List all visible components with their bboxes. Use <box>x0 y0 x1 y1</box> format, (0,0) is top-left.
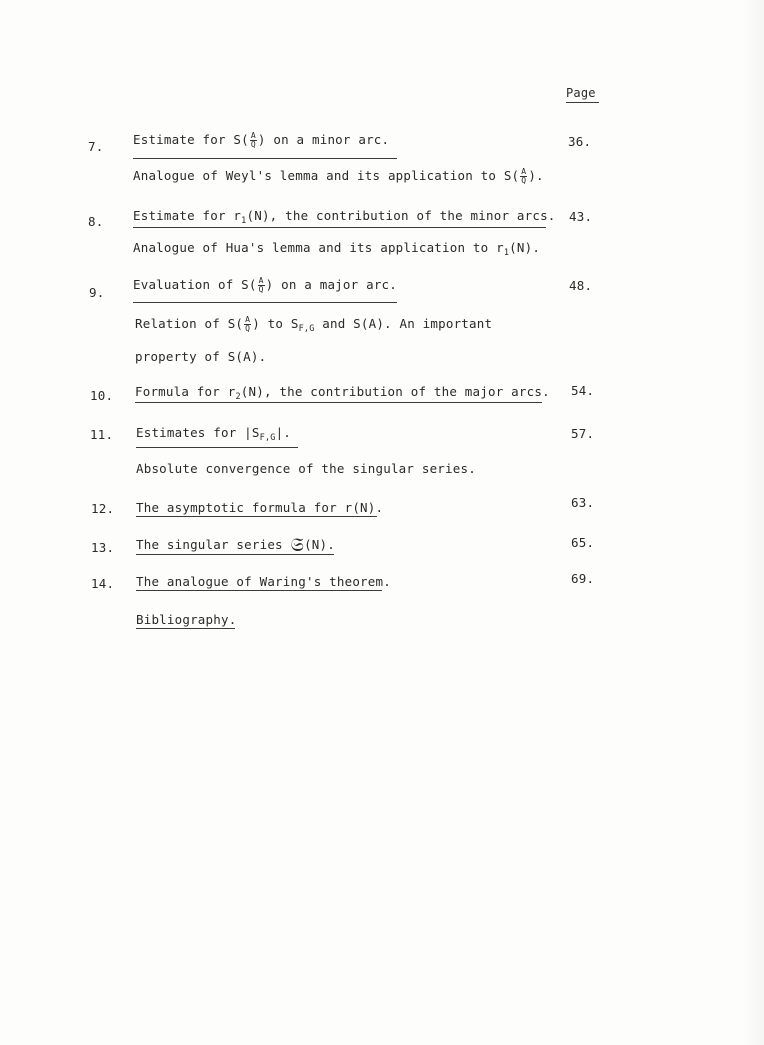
entry-subtitle: Analogue of Hua's lemma and its application to $r_1(N)$. <box>133 240 541 258</box>
entry-page-number: 48. <box>569 278 593 293</box>
entry-title-underline <box>136 628 235 629</box>
entry-subtitle: Absolute convergence of the singular series. <box>136 461 476 476</box>
entry-title: Bibliography. <box>136 612 237 627</box>
entry-number: 13. <box>91 540 115 555</box>
entry-number: 12. <box>91 501 115 516</box>
fraction: $\frac{A}{Q}$ <box>521 167 527 185</box>
entry-title: Formula for $r_2(N)$, the contribution of the major arcs. <box>135 384 550 402</box>
entry-title-underline <box>136 554 334 555</box>
entry-number: 10. <box>90 388 114 403</box>
fraction: $\frac{A}{Q}$ <box>258 276 264 294</box>
entry-title: Estimates for $|S_{F,G}|$. <box>136 425 292 443</box>
entry-number: 7. <box>88 139 104 154</box>
entry-title-underline <box>133 158 397 159</box>
entry-title-underline <box>133 302 397 303</box>
entry-number: 8. <box>88 214 104 229</box>
scan-edge-shadow <box>742 0 764 1045</box>
entry-subtitle-line2: property of S(A). <box>135 349 267 364</box>
entry-title: Estimate for S( $\frac{A}{Q}$ ) on a minor arc. <box>133 131 390 149</box>
entry-title-underline <box>136 516 377 517</box>
entry-title-underline <box>135 402 542 403</box>
fraction: $\frac{A}{Q}$ <box>250 131 256 149</box>
entry-page-number: 43. <box>569 209 593 224</box>
entry-page-number: 65. <box>571 535 595 550</box>
entry-subtitle: Relation of S( $\frac{A}{Q}$ ) to $S_{F,G}$ and S(A). An important <box>135 315 493 334</box>
fraction: $\frac{A}{Q}$ <box>245 315 251 333</box>
entry-title: Evaluation of S( $\frac{A}{Q}$ ) on a major arc. <box>133 276 397 294</box>
entry-page-number: 57. <box>571 426 595 441</box>
singular-series-symbol: 𝔖 <box>290 534 305 556</box>
entry-number: 11. <box>90 427 114 442</box>
entry-title: The singular series 𝔖(N). <box>136 534 335 556</box>
entry-title-underline <box>136 447 298 448</box>
entry-title-underline <box>136 590 382 591</box>
entry-title: The analogue of Waring's theorem. <box>136 574 391 589</box>
entry-title: Estimate for $r_1(N)$, the contribution of the minor arcs. <box>133 208 556 226</box>
entry-page-number: 54. <box>571 383 595 398</box>
entry-subtitle: Analogue of Weyl's lemma and its application to S( $\frac{A}{Q}$ ). <box>133 167 544 185</box>
entry-page-number: 36. <box>568 134 592 149</box>
entry-page-number: 69. <box>571 571 595 586</box>
entry-title: The asymptotic formula for r(N). <box>136 500 384 515</box>
entry-number: 9. <box>89 285 105 300</box>
page-header-underline <box>566 102 599 103</box>
entry-title-underline <box>133 227 546 228</box>
entry-page-number: 63. <box>571 495 595 510</box>
page-column-header: Page <box>566 86 596 100</box>
entry-number: 14. <box>91 576 115 591</box>
